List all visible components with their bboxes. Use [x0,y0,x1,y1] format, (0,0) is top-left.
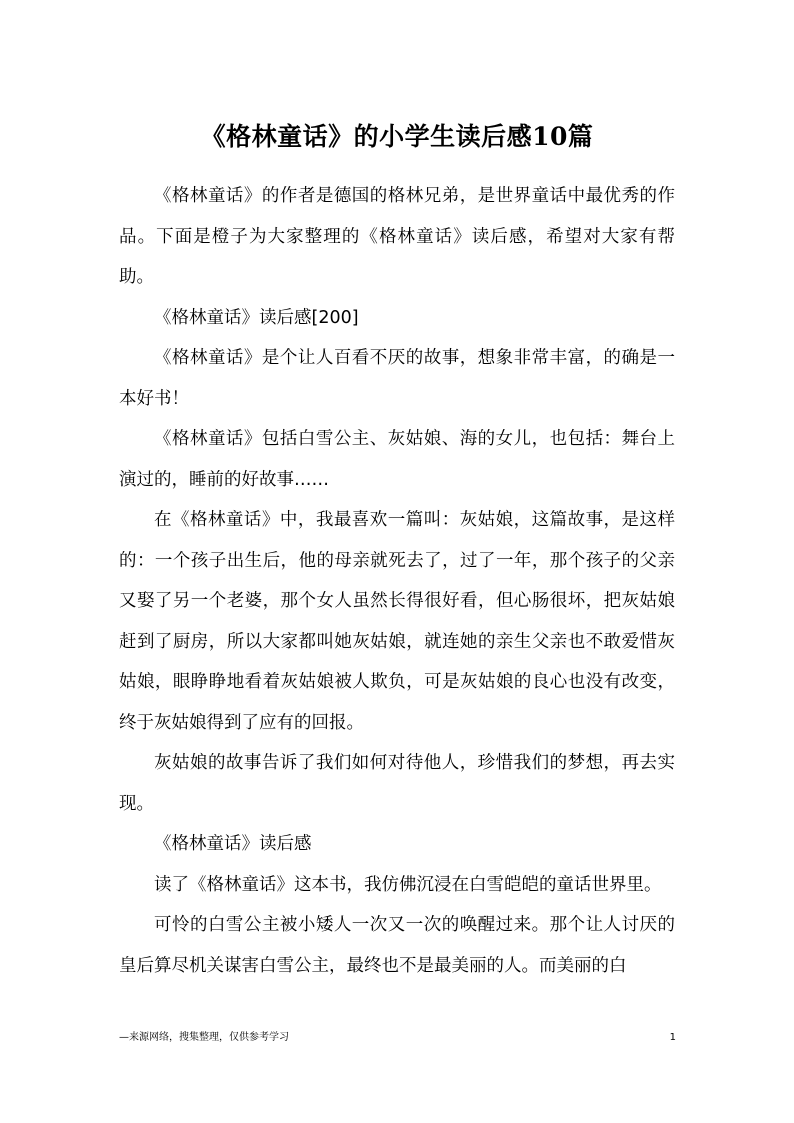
footer-source-note: —来源网络，搜集整理，仅供参考学习 [119,1032,289,1043]
paragraph: 读了《格林童话》这本书，我仿佛沉浸在白雪皑皑的童话世界里。 [154,874,662,895]
paragraph-intro: 《格林童话》的作者是德国的格林兄弟，是世界童话中最优秀的作品。下面是橙子为大家整理的《格林童话》读后感，希望对大家有帮助。 [119,186,675,287]
paragraph: 《格林童话》是个让人百看不厌的故事，想象非常丰富，的确是一本好书！ [119,348,675,409]
paragraph: 《格林童话》包括白雪公主、灰姑娘、海的女儿，也包括：舞台上演过的，睡前的好故事…… [119,429,675,490]
paragraph-heading-2: 《格林童话》读后感 [154,834,312,854]
paragraph: 可怜的白雪公主被小矮人一次又一次的唤醒过来。那个让人讨厌的皇后算尽机关谋害白雪公主，最终也不是最美丽的人。而美丽的白 [119,915,675,976]
paragraph: 在《格林童话》中，我最喜欢一篇叫：灰姑娘，这篇故事，是这样的：一个孩子出生后，他的母亲就死去了，过了一年，那个孩子的父亲又娶了另一个老婆，那个女人虽然长得很好看，但心肠很坏，把灰姑娘赶到了厨房，所以大家都叫她灰姑娘，就连她的亲生父亲也不敢爱惜灰姑娘，眼睁睁地看着灰姑娘被人欺负，可是灰姑娘的良心也没有改变，终于灰姑娘得到了应有的回报。 [119,510,675,733]
document-body [119,176,675,986]
document-title: 《格林童话》的小学生读后感10篇 [200,122,594,151]
paragraph: 灰姑娘的故事告诉了我们如何对待他人，珍惜我们的梦想，再去实现。 [119,753,675,814]
paragraph-heading-1: 《格林童话》读后感[200] [154,307,359,328]
page-number: 1 [669,1032,676,1043]
